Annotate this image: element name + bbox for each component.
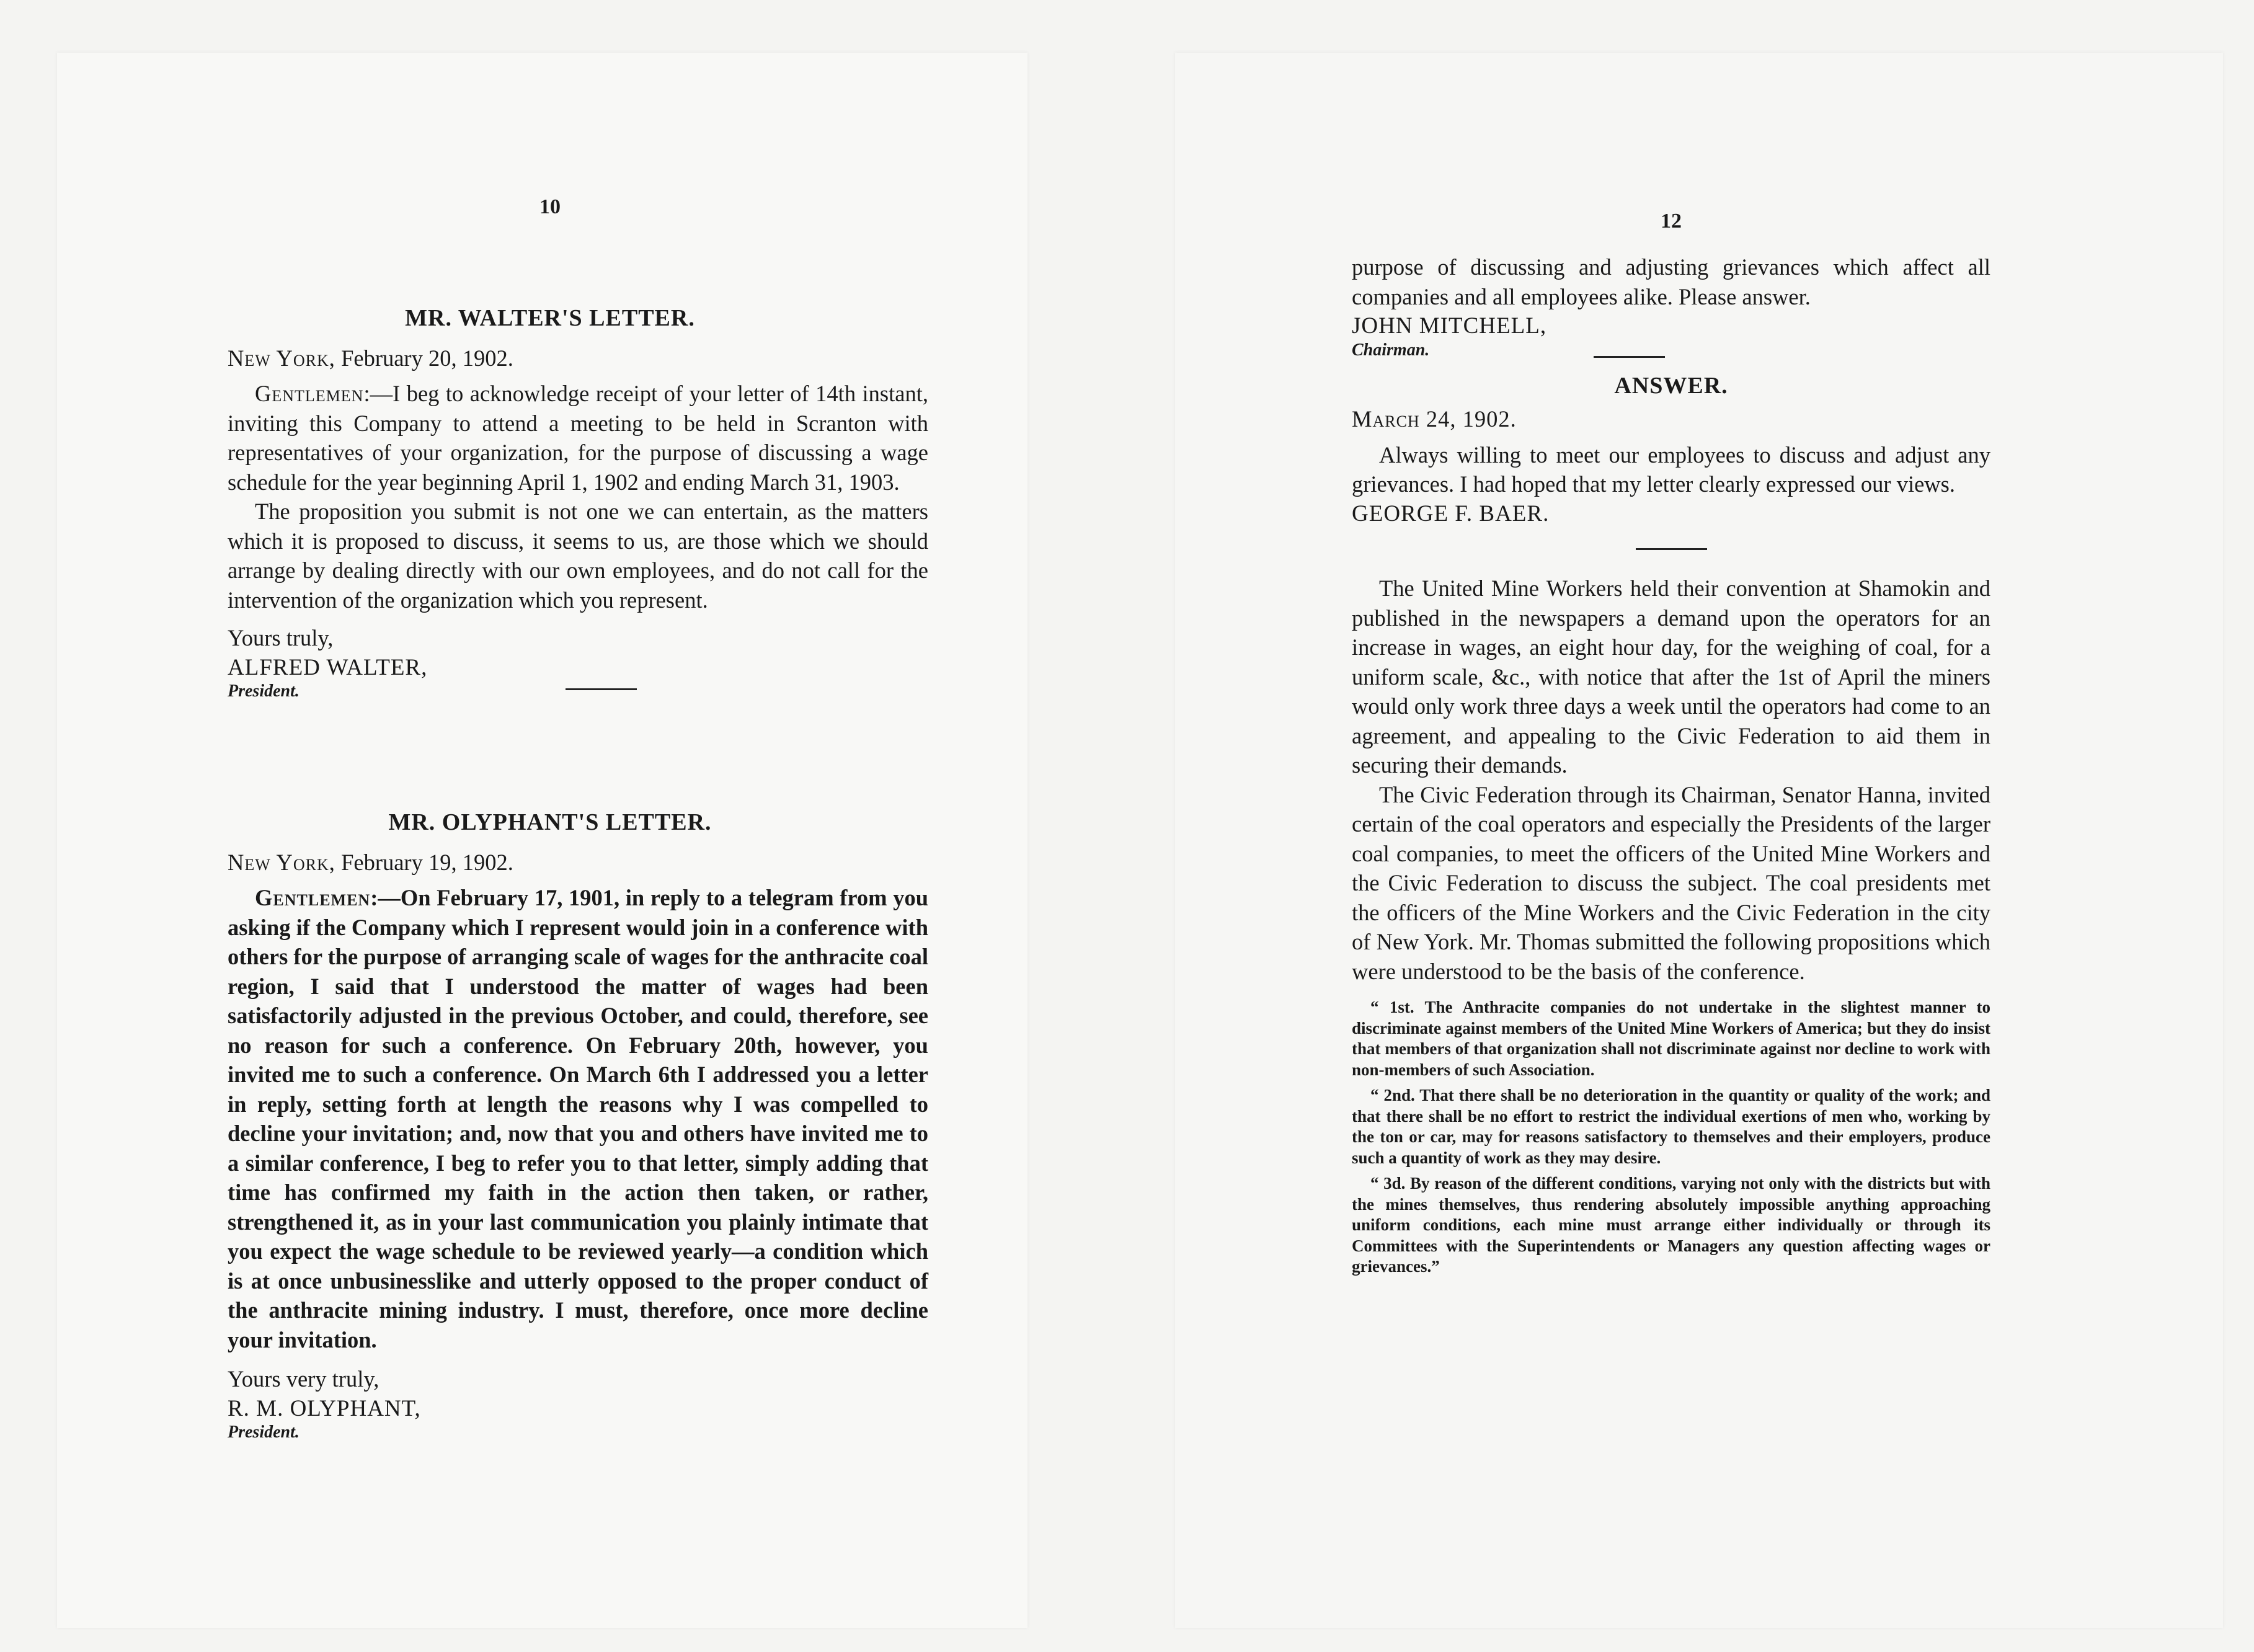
olyphant-salutation: Gentlemen	[255, 885, 371, 910]
walter-signature-title: President.	[228, 682, 299, 701]
narrative-para2: The Civic Federation through its Chairman, Senator Hanna, invited certain of the coal operators and especially the Presidents of the larger coal companies, to meet the officers of the United Mine Workers and the Civic Federation to discuss the subject. The coal presidents met the officers of the Mine Workers and the Civic Federation in the city of New York. Mr. Thomas submitted the following propositions which were understood to be the basis of the conference.	[1352, 781, 1990, 984]
walter-closing: Yours truly,	[228, 625, 334, 651]
baer-signature: GEORGE F. BAER.	[1352, 500, 1550, 526]
olyphant-letter	[228, 808, 928, 1442]
left-page	[57, 53, 1027, 1628]
walter-date-place: New York,	[228, 345, 335, 371]
olyphant-signature: R. M. OLYPHANT,	[228, 1395, 421, 1421]
walter-salutation: Gentlemen	[255, 381, 364, 406]
answer-divider	[1636, 548, 1707, 550]
section-divider	[566, 688, 637, 690]
page-number-right: 12	[1661, 210, 1682, 233]
walter-dateline	[228, 344, 928, 373]
walter-para1	[228, 379, 928, 497]
olyphant-closing: Yours very truly,	[228, 1366, 379, 1392]
olyphant-dateline	[228, 848, 928, 877]
olyphant-date-place: New York,	[228, 849, 335, 875]
narrative-para1: The United Mine Workers held their convention at Shamokin and published in the newspapers a demand upon the operators for an increase in wages, an eight hour day, for the weighing of coal, for a uniform scale, &c., with notice that after the 1st of April the miners would only work three days a week until the operators had come to an agreement, and appealing to the Civic Federation to aid them in securing their demands.	[1352, 575, 1990, 778]
answer-title: ANSWER.	[1614, 372, 1728, 399]
walter-letter-title: MR. WALTER'S LETTER.	[405, 305, 695, 331]
continuation-text: purpose of discussing and adjusting grievances which affect all companies and all employees alike. Please answer.	[1352, 254, 1990, 309]
walter-date: February 20, 1902.	[341, 345, 513, 371]
walter-letter	[228, 304, 928, 701]
olyphant-signature-title: President.	[228, 1423, 299, 1442]
proposition-2: “ 2nd. That there shall be no deterioration in the quantity or quality of the work; and that there shall be no effort to restrict the individual exertions of men who, working by the ton or car, may for reasons satisfactory to themselves and their employers, produce such a quantity of work as they may desire.	[1352, 1086, 1990, 1167]
mitchell-signature: JOHN MITCHELL,	[1352, 313, 1547, 339]
walter-para1-text: :—I beg to acknowledge receipt of your letter of 14th instant, inviting this Company to attend a meeting to be held in Scranton with representatives of your organization, for the purpose of discussing a wage schedule for the year beginning April 1, 1902 and ending March 31, 1903.	[228, 381, 928, 495]
propositions-list	[1352, 997, 1990, 1277]
olyphant-date: February 19, 1902.	[341, 849, 513, 875]
olyphant-para1-text: :—On February 17, 1901, in reply to a telegram from you asking if the Company which I represent would join in a conference with others for the purpose of arranging scale of wages for the anthracite coal region, I said that I understood the matter of wages had been satisfactorily adjusted in the previous October, and could, therefore, see no reason for such a conference. On February 20th, however, you invited me to such a conference. On March 6th I addressed you a letter in reply, setting forth at length the reasons why I was compelled to decline your invitation; and, now that you and others have invited me to a similar conference, I beg to refer you to that letter, simply adding that time has confirmed my faith in the action then taken, or rather, strengthened it, as in your last communication you plainly intimate that you expect the wage schedule to be reviewed yearly—a condition which is at once unbusinesslike and utterly opposed to the proper conduct of the anthracite mining industry. I must, therefore, once more decline your invitation.	[228, 885, 928, 1352]
walter-para2: The proposition you submit is not one we can entertain, as the matters which it is proposed to discuss, it seems to us, are those which we should arrange by dealing directly with our own employees, and do not call for the intervention of the organization which you represent.	[228, 499, 928, 613]
olyphant-para1	[228, 883, 928, 1354]
answer-date: March 24, 1902.	[1352, 406, 1517, 432]
right-column	[1352, 252, 1990, 1282]
answer-text: Always willing to meet our employees to discuss and adjust any grievances. I had hoped that my letter clearly expressed our views.	[1352, 442, 1990, 497]
walter-signature: ALFRED WALTER,	[228, 654, 428, 680]
mitchell-divider	[1594, 356, 1665, 358]
olyphant-letter-title: MR. OLYPHANT'S LETTER.	[388, 809, 712, 835]
mitchell-signature-title: Chairman.	[1352, 340, 1430, 360]
page-number-left: 10	[539, 195, 561, 218]
proposition-3: “ 3d. By reason of the different conditions, varying not only with the districts but with the mines themselves, thus rendering absolutely impossible anything approaching uniform conditions, each mine must arrange either individually or through its Committees with the Superintendents or Managers any question affecting wages or grievances.”	[1352, 1174, 1990, 1276]
proposition-1: “ 1st. The Anthracite companies do not undertake in the slightest manner to discriminate against members of the United Mine Workers of America; but they do insist that members of that organization shall not discriminate against nor decline to work with non-members of such Association.	[1352, 998, 1990, 1079]
right-page	[1175, 53, 2223, 1628]
